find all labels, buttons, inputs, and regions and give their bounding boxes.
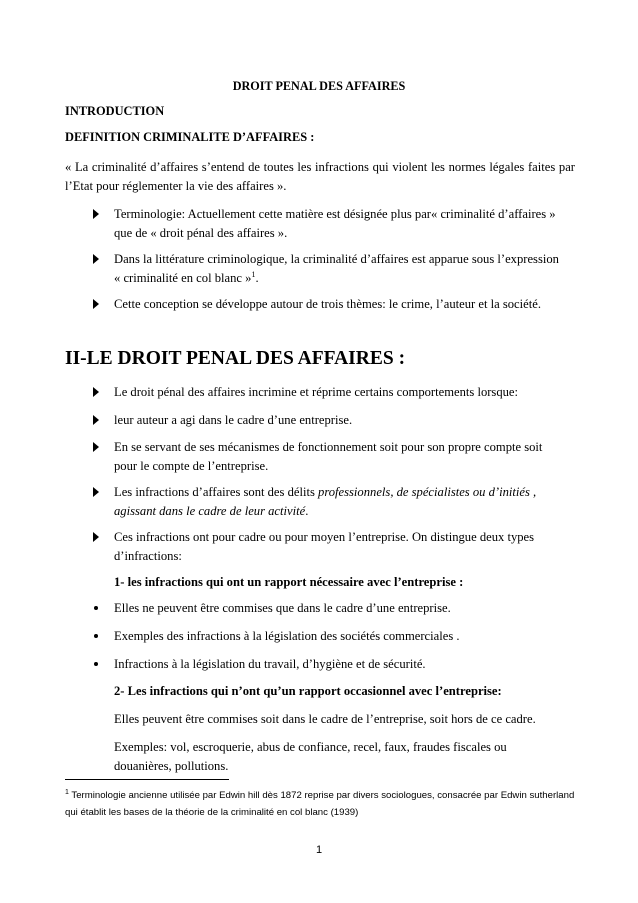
bullet-text: Dans la littérature criminologique, la criminalité d’affaires est apparue sous l’expression « criminalité en col blanc »$^1$.	[114, 252, 559, 285]
category-2-paragraph: Elles peuvent être commises soit dans le cadre de l’entreprise, soit hors de ce cadre.	[114, 712, 536, 726]
introduction-heading: INTRODUCTION	[65, 104, 165, 118]
bullet-text	[114, 483, 564, 521]
bullet-text: Terminologie: Actuellement cette matière est désignée plus par« criminalité d’affaires » que de « droit pénal des affaires ».	[114, 207, 556, 240]
category-heading-2: 2- Les infractions qui n’ont qu’un rapport occasionnel avec l’entreprise:	[114, 684, 502, 698]
bullet-text-end: .	[305, 504, 309, 518]
bullet-text: leur auteur a agi dans le cadre d’une entreprise.	[114, 413, 353, 427]
arrow-bullet-icon	[93, 295, 109, 313]
footnote-reference[interactable]: 1	[251, 270, 256, 279]
page-number: 1	[315, 844, 323, 856]
arrow-bullet-icon	[93, 383, 109, 401]
footnote-text: Terminologie ancienne utilisée par Edwin hill dès 1872 reprise par divers sociologues, consacrée par Edwin sutherland qui établit les bases de la théorie de la criminalité en col blanc (1939)	[65, 790, 575, 818]
definition-paragraph: « La criminalité d’affaires s’entend de toutes les infractions qui violent les normes légales faites par l’Etat pour réglementer la vie des affaires ».	[65, 160, 575, 193]
bullet-text-italic: professionnels, de spécialistes ou d’initiés , agissant dans le cadre de leur activité	[114, 485, 537, 518]
bullet-text: Elles ne peuvent être commises que dans le cadre d’une entreprise.	[114, 601, 451, 615]
bullet-text: Cette conception se développe autour de trois thèmes: le crime, l’auteur et la société.	[114, 297, 541, 311]
arrow-bullet-icon	[93, 528, 109, 546]
footnote-separator	[65, 779, 229, 780]
dot-bullet-icon	[93, 655, 109, 670]
footnote	[65, 787, 585, 821]
bullet-text: Infractions à la législation du travail, d’hygiène et de sécurité.	[114, 657, 426, 671]
bullet-text: Ces infractions ont pour cadre ou pour moyen l’entreprise. On distingue deux types d’infractions:	[114, 530, 535, 563]
bullet-text: Exemples des infractions à la législation des sociétés commerciales .	[114, 629, 460, 643]
document-title: DROIT PENAL DES AFFAIRES	[232, 79, 406, 93]
arrow-bullet-icon	[93, 411, 109, 429]
bullet-text: En se servant de ses mécanismes de fonctionnement soit pour son propre compte soit pour le compte de l’entreprise.	[114, 440, 543, 473]
arrow-bullet-icon	[93, 205, 109, 223]
dot-bullet-icon	[93, 599, 109, 614]
bullet-text-main: Les infractions d’affaires sont des délits	[114, 485, 319, 499]
category-heading-1: 1- les infractions qui ont un rapport nécessaire avec l’entreprise :	[114, 575, 464, 589]
arrow-bullet-icon	[93, 438, 109, 456]
footnote-marker: 1	[65, 789, 69, 796]
dot-bullet-icon	[93, 627, 109, 642]
section-heading: II-LE DROIT PENAL DES AFFAIRES :	[65, 348, 406, 369]
category-2-examples: Exemples: vol, escroquerie, abus de confiance, recel, faux, fraudes fiscales ou douanières, pollutions.	[114, 740, 507, 773]
arrow-bullet-icon	[93, 250, 109, 268]
definition-heading: DEFINITION CRIMINALITE D’AFFAIRES :	[65, 130, 315, 144]
arrow-bullet-icon	[93, 483, 109, 501]
bullet-text: Le droit pénal des affaires incrimine et réprime certains comportements lorsque:	[114, 385, 519, 399]
bullet-text-main: Dans la littérature criminologique, la criminalité d’affaires est apparue sous l’expression « criminalité en col blanc »	[114, 252, 559, 285]
